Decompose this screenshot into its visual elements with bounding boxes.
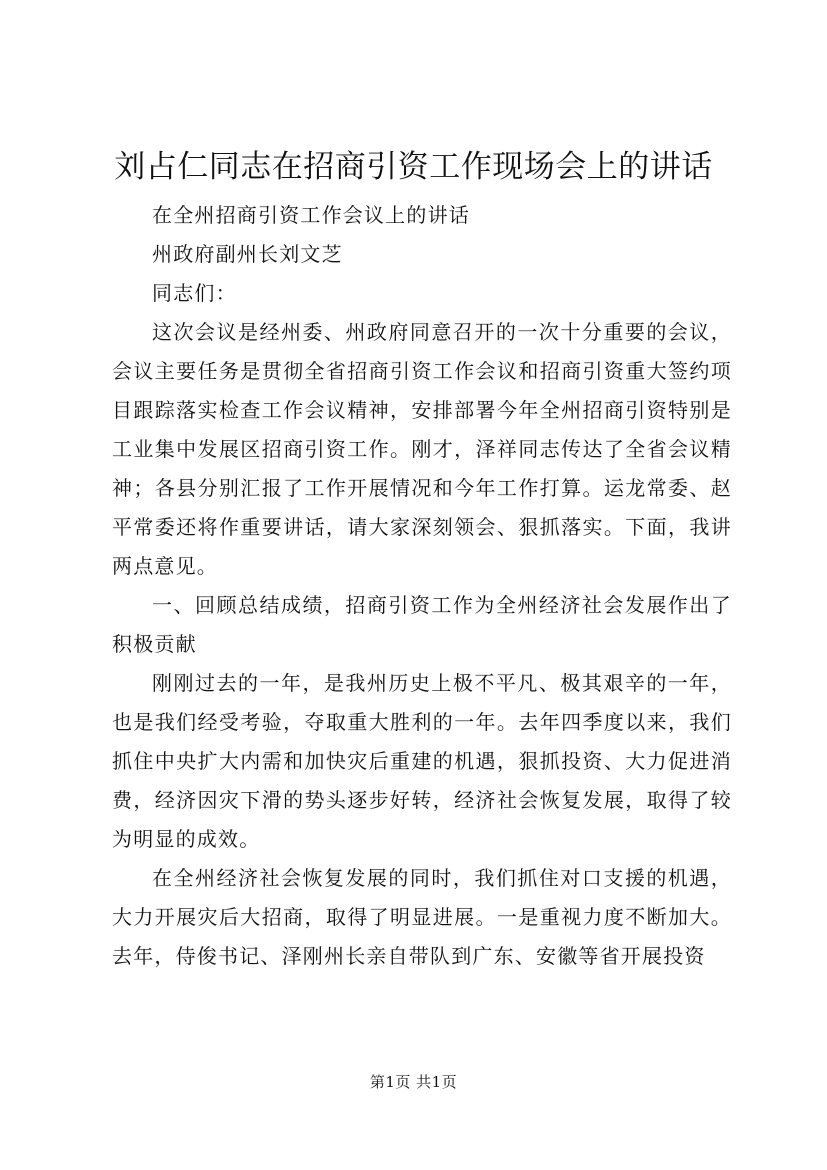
paragraph-intro: 这次会议是经州委、州政府同意召开的一次十分重要的会议，会议主要任务是贯彻全省招商引资工作会议和招商引资重大签约项目跟踪落实检查工作会议精神，安排部署今年全州招商引资特别是工业集中发展区招商引资工作。刚才，泽祥同志传达了全省会议精神；各县分别汇报了工作开展情况和今年工作打算。运龙常委、赵平常委还将作重要讲话，请大家深刻领会、狠抓落实。下面，我讲两点意见。 bbox=[112, 320, 732, 578]
speaker-line: 州政府副州长刘文芝 bbox=[152, 242, 343, 266]
document-body bbox=[112, 196, 732, 976]
paragraph-review: 刚刚过去的一年，是我州历史上极不平凡、极其艰辛的一年，也是我们经受考验，夺取重大胜利的一年。去年四季度以来，我们抓住中央扩大内需和加快灾后重建的机遇，狠抓投资、大力促进消费，经济因灾下滑的势头逐步好转，经济社会恢复发展，取得了较为明显的成效。 bbox=[112, 671, 732, 851]
document-title: 刘占仁同志在招商引资工作现场会上的讲话 bbox=[114, 149, 713, 185]
section-heading-1: 一、回顾总结成绩，招商引资工作为全州经济社会发展作出了积极贡献 bbox=[112, 593, 732, 656]
paragraph-investment: 在全州经济社会恢复发展的同时，我们抓住对口支援的机遇，大力开展灾后大招商，取得了明显进展。一是重视力度不断加大。去年，侍俊书记、泽刚州长亲自带队到广东、安徽等省开展投资 bbox=[112, 866, 732, 968]
speech-subtitle: 在全州招商引资工作会议上的讲话 bbox=[152, 203, 470, 227]
page-footer: 第1页 共1页 bbox=[369, 1073, 458, 1091]
salutation: 同志们： bbox=[152, 281, 237, 305]
